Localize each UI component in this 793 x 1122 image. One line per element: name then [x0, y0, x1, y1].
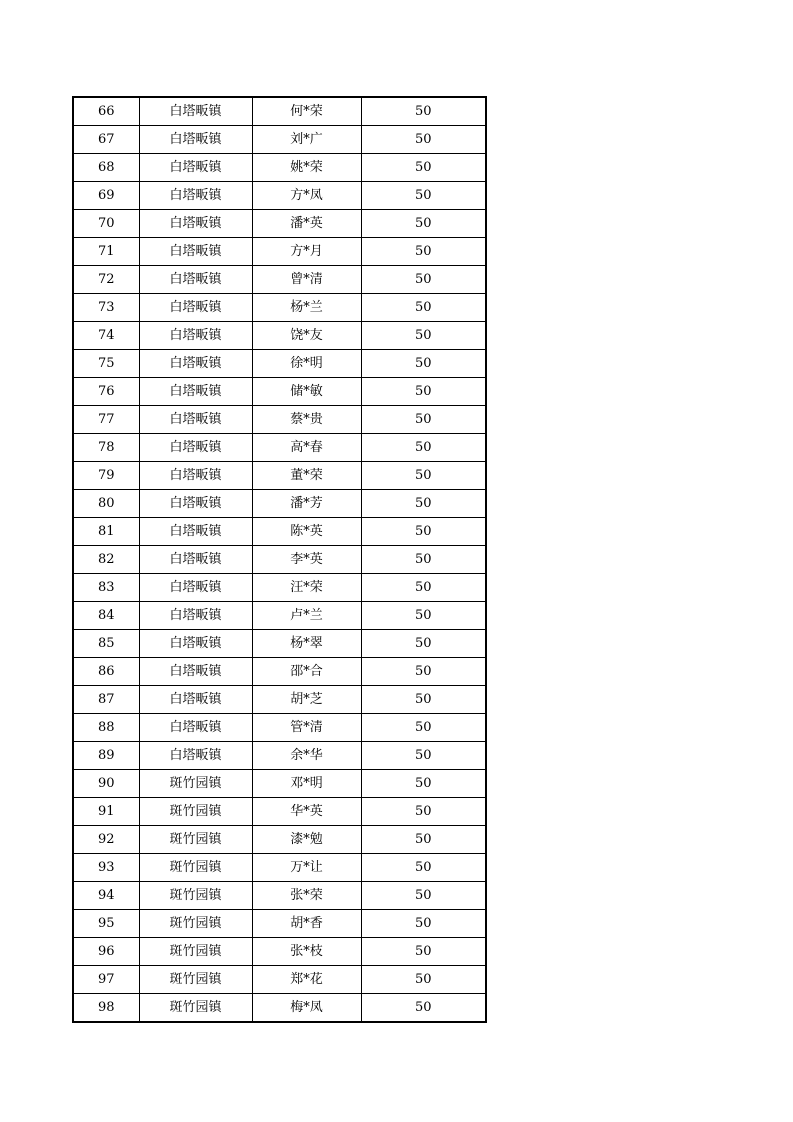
amount-cell: 50	[361, 294, 486, 322]
row-number-cell: 75	[73, 350, 139, 378]
row-number-cell: 73	[73, 294, 139, 322]
row-number-cell: 89	[73, 742, 139, 770]
town-cell: 白塔畈镇	[139, 378, 252, 406]
table-row	[73, 462, 486, 490]
name-cell: 杨*兰	[252, 294, 361, 322]
amount-cell: 50	[361, 686, 486, 714]
amount-cell: 50	[361, 518, 486, 546]
table-row	[73, 686, 486, 714]
amount-cell: 50	[361, 154, 486, 182]
table-row	[73, 882, 486, 910]
name-cell: 张*荣	[252, 882, 361, 910]
table-row	[73, 434, 486, 462]
table-row	[73, 238, 486, 266]
town-cell: 白塔畈镇	[139, 210, 252, 238]
amount-cell: 50	[361, 322, 486, 350]
name-cell: 饶*友	[252, 322, 361, 350]
table-row	[73, 602, 486, 630]
amount-cell: 50	[361, 350, 486, 378]
table-row	[73, 910, 486, 938]
amount-cell: 50	[361, 882, 486, 910]
table-row	[73, 350, 486, 378]
row-number-cell: 90	[73, 770, 139, 798]
town-cell: 白塔畈镇	[139, 154, 252, 182]
name-cell: 汪*荣	[252, 574, 361, 602]
table-row	[73, 798, 486, 826]
table-row	[73, 490, 486, 518]
amount-cell: 50	[361, 126, 486, 154]
town-cell: 斑竹园镇	[139, 994, 252, 1023]
name-cell: 梅*凤	[252, 994, 361, 1023]
amount-cell: 50	[361, 910, 486, 938]
table-row	[73, 182, 486, 210]
amount-cell: 50	[361, 966, 486, 994]
amount-cell: 50	[361, 826, 486, 854]
row-number-cell: 87	[73, 686, 139, 714]
row-number-cell: 96	[73, 938, 139, 966]
table-row	[73, 742, 486, 770]
town-cell: 白塔畈镇	[139, 350, 252, 378]
row-number-cell: 70	[73, 210, 139, 238]
row-number-cell: 66	[73, 97, 139, 126]
name-cell: 卢*兰	[252, 602, 361, 630]
name-cell: 董*荣	[252, 462, 361, 490]
row-number-cell: 79	[73, 462, 139, 490]
row-number-cell: 67	[73, 126, 139, 154]
name-cell: 李*英	[252, 546, 361, 574]
row-number-cell: 68	[73, 154, 139, 182]
name-cell: 余*华	[252, 742, 361, 770]
table-row	[73, 994, 486, 1023]
row-number-cell: 71	[73, 238, 139, 266]
town-cell: 白塔畈镇	[139, 658, 252, 686]
table-row	[73, 154, 486, 182]
town-cell: 斑竹园镇	[139, 770, 252, 798]
name-cell: 潘*芳	[252, 490, 361, 518]
amount-cell: 50	[361, 798, 486, 826]
town-cell: 白塔畈镇	[139, 546, 252, 574]
name-cell: 刘*广	[252, 126, 361, 154]
roster-table-body	[73, 97, 486, 1022]
amount-cell: 50	[361, 490, 486, 518]
name-cell: 何*荣	[252, 97, 361, 126]
amount-cell: 50	[361, 742, 486, 770]
row-number-cell: 81	[73, 518, 139, 546]
row-number-cell: 76	[73, 378, 139, 406]
name-cell: 邵*合	[252, 658, 361, 686]
amount-cell: 50	[361, 266, 486, 294]
name-cell: 陈*英	[252, 518, 361, 546]
name-cell: 胡*芝	[252, 686, 361, 714]
row-number-cell: 88	[73, 714, 139, 742]
name-cell: 华*英	[252, 798, 361, 826]
town-cell: 白塔畈镇	[139, 294, 252, 322]
town-cell: 白塔畈镇	[139, 266, 252, 294]
row-number-cell: 85	[73, 630, 139, 658]
town-cell: 白塔畈镇	[139, 490, 252, 518]
name-cell: 姚*荣	[252, 154, 361, 182]
table-row	[73, 294, 486, 322]
town-cell: 斑竹园镇	[139, 966, 252, 994]
town-cell: 白塔畈镇	[139, 322, 252, 350]
amount-cell: 50	[361, 630, 486, 658]
row-number-cell: 69	[73, 182, 139, 210]
town-cell: 白塔畈镇	[139, 602, 252, 630]
name-cell: 张*枝	[252, 938, 361, 966]
name-cell: 郑*花	[252, 966, 361, 994]
name-cell: 胡*香	[252, 910, 361, 938]
name-cell: 蔡*贵	[252, 406, 361, 434]
amount-cell: 50	[361, 97, 486, 126]
town-cell: 白塔畈镇	[139, 714, 252, 742]
table-row	[73, 322, 486, 350]
amount-cell: 50	[361, 462, 486, 490]
town-cell: 斑竹园镇	[139, 798, 252, 826]
amount-cell: 50	[361, 770, 486, 798]
town-cell: 斑竹园镇	[139, 910, 252, 938]
town-cell: 白塔畈镇	[139, 630, 252, 658]
name-cell: 高*春	[252, 434, 361, 462]
row-number-cell: 78	[73, 434, 139, 462]
amount-cell: 50	[361, 714, 486, 742]
row-number-cell: 92	[73, 826, 139, 854]
table-row	[73, 126, 486, 154]
row-number-cell: 80	[73, 490, 139, 518]
name-cell: 邓*明	[252, 770, 361, 798]
town-cell: 斑竹园镇	[139, 882, 252, 910]
table-row	[73, 826, 486, 854]
amount-cell: 50	[361, 602, 486, 630]
town-cell: 白塔畈镇	[139, 742, 252, 770]
table-row	[73, 630, 486, 658]
row-number-cell: 98	[73, 994, 139, 1023]
town-cell: 白塔畈镇	[139, 434, 252, 462]
town-cell: 白塔畈镇	[139, 574, 252, 602]
amount-cell: 50	[361, 854, 486, 882]
row-number-cell: 91	[73, 798, 139, 826]
table-row	[73, 378, 486, 406]
name-cell: 万*让	[252, 854, 361, 882]
amount-cell: 50	[361, 658, 486, 686]
table-row	[73, 938, 486, 966]
town-cell: 斑竹园镇	[139, 826, 252, 854]
town-cell: 斑竹园镇	[139, 938, 252, 966]
row-number-cell: 83	[73, 574, 139, 602]
row-number-cell: 97	[73, 966, 139, 994]
amount-cell: 50	[361, 238, 486, 266]
town-cell: 白塔畈镇	[139, 518, 252, 546]
table-row	[73, 966, 486, 994]
table-row	[73, 770, 486, 798]
amount-cell: 50	[361, 182, 486, 210]
town-cell: 白塔畈镇	[139, 238, 252, 266]
name-cell: 杨*翠	[252, 630, 361, 658]
name-cell: 方*月	[252, 238, 361, 266]
row-number-cell: 74	[73, 322, 139, 350]
town-cell: 白塔畈镇	[139, 97, 252, 126]
table-row	[73, 546, 486, 574]
amount-cell: 50	[361, 406, 486, 434]
table-row	[73, 658, 486, 686]
row-number-cell: 82	[73, 546, 139, 574]
table-row	[73, 574, 486, 602]
amount-cell: 50	[361, 378, 486, 406]
row-number-cell: 72	[73, 266, 139, 294]
amount-cell: 50	[361, 434, 486, 462]
town-cell: 斑竹园镇	[139, 854, 252, 882]
table-row	[73, 210, 486, 238]
row-number-cell: 84	[73, 602, 139, 630]
name-cell: 储*敏	[252, 378, 361, 406]
row-number-cell: 77	[73, 406, 139, 434]
table-row	[73, 266, 486, 294]
row-number-cell: 86	[73, 658, 139, 686]
town-cell: 白塔畈镇	[139, 406, 252, 434]
row-number-cell: 94	[73, 882, 139, 910]
amount-cell: 50	[361, 546, 486, 574]
table-row	[73, 714, 486, 742]
name-cell: 漆*勉	[252, 826, 361, 854]
row-number-cell: 95	[73, 910, 139, 938]
town-cell: 白塔畈镇	[139, 126, 252, 154]
name-cell: 管*清	[252, 714, 361, 742]
table-row	[73, 518, 486, 546]
town-cell: 白塔畈镇	[139, 182, 252, 210]
town-cell: 白塔畈镇	[139, 686, 252, 714]
amount-cell: 50	[361, 210, 486, 238]
name-cell: 潘*英	[252, 210, 361, 238]
table-row	[73, 97, 486, 126]
table-row	[73, 406, 486, 434]
amount-cell: 50	[361, 574, 486, 602]
town-cell: 白塔畈镇	[139, 462, 252, 490]
row-number-cell: 93	[73, 854, 139, 882]
roster-table	[72, 96, 487, 1023]
name-cell: 方*凤	[252, 182, 361, 210]
table-row	[73, 854, 486, 882]
amount-cell: 50	[361, 938, 486, 966]
name-cell: 曾*清	[252, 266, 361, 294]
amount-cell: 50	[361, 994, 486, 1023]
name-cell: 徐*明	[252, 350, 361, 378]
